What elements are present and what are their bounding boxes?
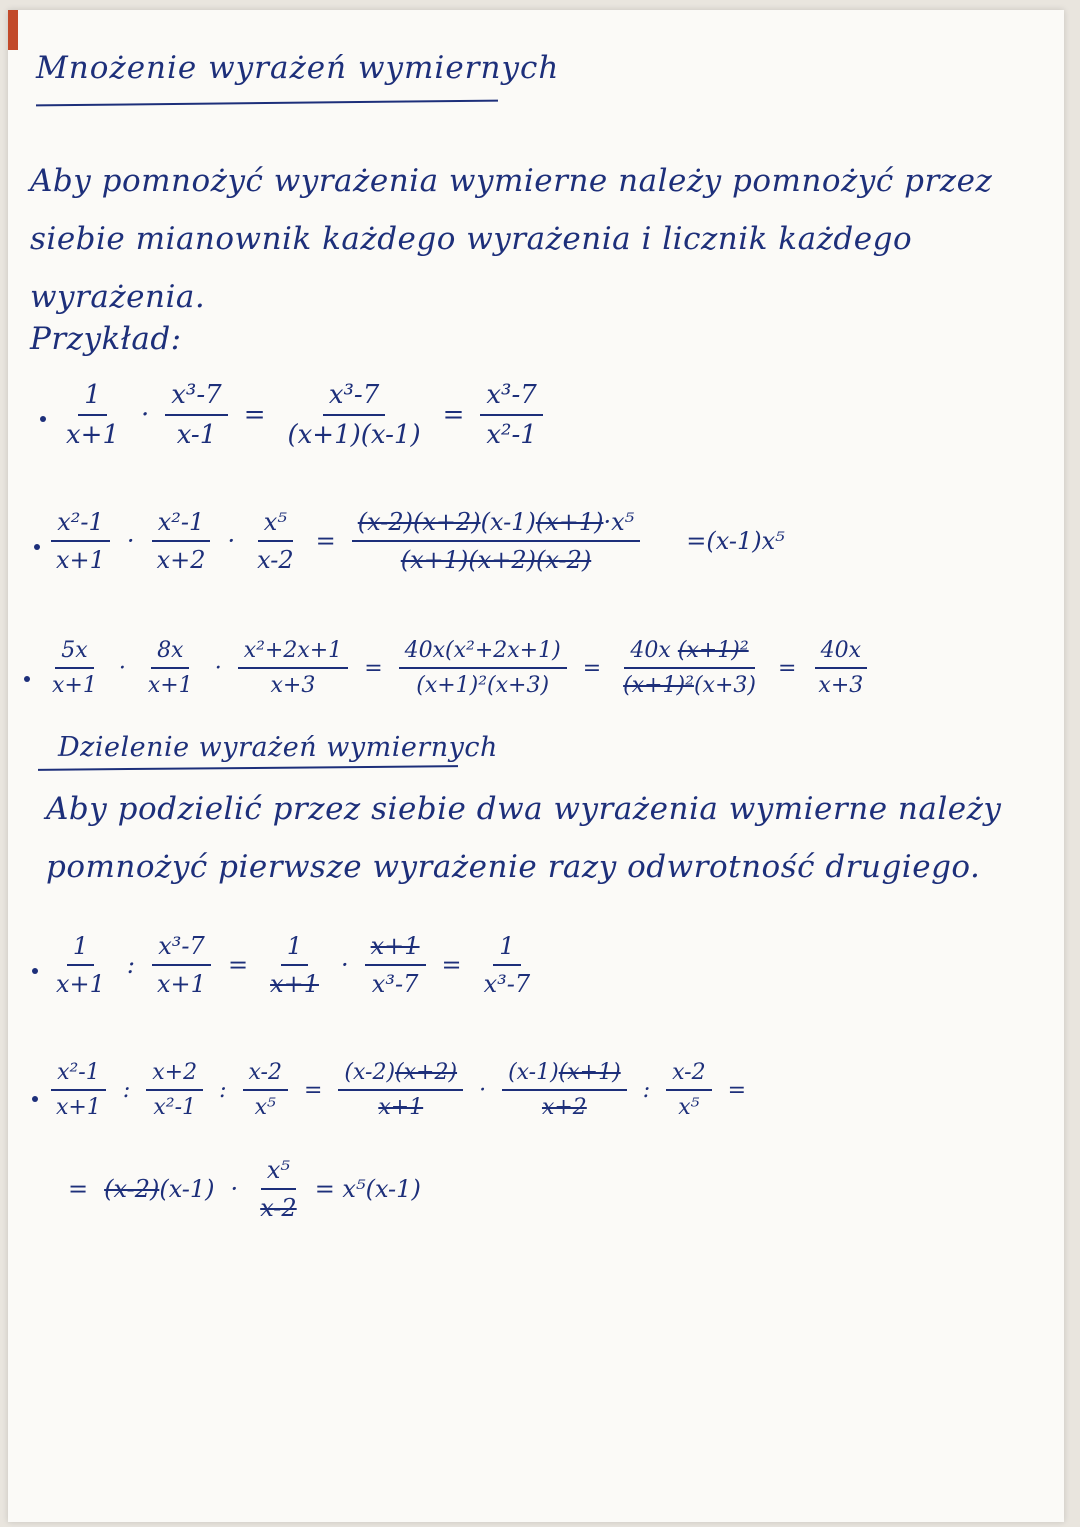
numerator: 5x — [55, 638, 93, 669]
denominator: x³-7 — [371, 970, 419, 998]
operator: : — [219, 1077, 227, 1103]
operator: · — [340, 951, 349, 979]
operator: : — [122, 1077, 131, 1103]
fraction — [50, 508, 111, 574]
fraction — [666, 1060, 711, 1120]
expression — [104, 1175, 214, 1203]
bullet — [32, 968, 38, 974]
equals-sign: = — [777, 655, 797, 681]
cancelled-numerator: x+1 — [365, 932, 426, 966]
operator: : — [126, 951, 136, 979]
fraction — [251, 508, 300, 574]
operator: · — [214, 655, 222, 681]
numerator: 40x — [815, 638, 867, 669]
multiplication-example-1 — [54, 380, 549, 450]
fraction — [60, 380, 125, 450]
denominator: x+3 — [818, 673, 864, 698]
numerator: 1 — [281, 932, 308, 966]
numerator: x²-1 — [51, 1060, 106, 1091]
denominator: x+1 — [56, 970, 105, 998]
numerator: x³-7 — [152, 932, 211, 966]
numerator: 1 — [67, 932, 94, 966]
operator: · — [479, 1077, 487, 1103]
numerator: 40x(x²+2x+1) — [399, 638, 567, 669]
equals-sign: = — [227, 951, 249, 979]
numerator — [352, 508, 641, 542]
cancelled-denominator: (x+1)(x+2)(x-2) — [400, 546, 592, 574]
denominator: x-2 — [257, 546, 294, 574]
fraction — [165, 380, 227, 450]
denominator: x³-7 — [483, 970, 531, 998]
numerator: 1 — [493, 932, 520, 966]
cancelled-factor: (x-2)(x+2) — [357, 508, 481, 536]
denominator: x⁵ — [254, 1095, 276, 1120]
fraction — [151, 508, 212, 574]
fraction — [478, 932, 537, 998]
example-label: Przykład: — [30, 321, 182, 357]
fraction — [365, 932, 426, 998]
page-corner-mark — [8, 10, 18, 50]
cancelled-factor: (x+1)² — [623, 673, 694, 698]
bullet — [32, 1096, 38, 1102]
result-expression: =(x-1)x⁵ — [686, 527, 785, 555]
operator: · — [227, 527, 236, 555]
subtitle-underline — [38, 765, 458, 771]
numerator: x²+2x+1 — [238, 638, 349, 669]
denominator: x+1 — [52, 673, 97, 698]
denominator: x+1 — [157, 970, 206, 998]
operator: · — [126, 527, 135, 555]
result-expression: = x⁵(x-1) — [314, 1175, 421, 1203]
fraction — [151, 932, 212, 998]
numerator — [502, 1060, 627, 1091]
multiplication-example-2 — [44, 508, 791, 574]
denominator: x+3 — [270, 673, 316, 698]
fraction — [46, 638, 103, 698]
cancelled-denominator: x+2 — [541, 1095, 587, 1120]
numerator: x³-7 — [165, 380, 227, 416]
operator: · — [141, 400, 150, 430]
paragraph-multiplication-rule: Aby pomnożyć wyrażenia wymierne należy pomnożyć przez siebie mianownik każdego wyrażenia i licznik każdego wyrażenia. — [30, 163, 993, 315]
fraction — [502, 1060, 627, 1120]
division-example-2 — [44, 1060, 756, 1120]
fraction — [480, 380, 542, 450]
numerator — [624, 638, 754, 669]
numerator: x²-1 — [152, 508, 211, 542]
numerator: x-2 — [243, 1060, 288, 1091]
factor: 40x — [630, 638, 671, 663]
numerator: x⁵ — [261, 1156, 296, 1190]
denominator: x⁵ — [678, 1095, 700, 1120]
denominator: (x+1)(x-1) — [287, 420, 421, 450]
cancelled-denominator: x-2 — [260, 1194, 297, 1222]
factor: (x-1) — [508, 1060, 559, 1085]
equals-sign: = — [243, 400, 266, 430]
fraction — [146, 1060, 203, 1120]
equals-sign: = — [441, 951, 462, 979]
factor: (x-1) — [480, 508, 536, 536]
factor: (x+3) — [693, 673, 756, 698]
operator: : — [642, 1077, 651, 1103]
factor: (x-2) — [344, 1060, 396, 1085]
cancelled-factor: (x+1)² — [677, 638, 749, 663]
fraction — [812, 638, 869, 698]
equals-sign: = — [364, 655, 383, 681]
equals-sign: = — [442, 400, 465, 430]
equals-sign: = — [315, 527, 336, 555]
numerator: 8x — [151, 638, 189, 669]
denominator — [617, 669, 762, 698]
numerator: x³-7 — [480, 380, 542, 416]
bullet — [34, 544, 40, 550]
fraction — [142, 638, 199, 698]
numerator: x-2 — [666, 1060, 711, 1091]
bullet — [40, 416, 46, 422]
fraction — [264, 932, 325, 998]
denominator: x+1 — [66, 420, 119, 450]
equals-sign: = — [727, 1077, 747, 1103]
fraction — [281, 380, 426, 450]
title-underline — [36, 100, 498, 107]
equals-sign: = — [303, 1077, 323, 1103]
cancelled-denominator: x+1 — [270, 970, 319, 998]
factor: ·x⁵ — [603, 508, 635, 536]
fraction — [243, 1060, 288, 1120]
denominator: (x+1)²(x+3) — [416, 673, 550, 698]
fraction — [352, 508, 641, 574]
numerator: x⁵ — [258, 508, 293, 542]
cancelled-factor: (x+2) — [395, 1060, 458, 1085]
cancelled-factor: (x+1) — [535, 508, 604, 536]
factor: (x-1) — [159, 1175, 215, 1203]
equals-sign: = — [68, 1175, 89, 1203]
paragraph-division-rule: Aby podzielić przez siebie dwa wyrażenia wymierne należy pomnożyć pierwsze wyrażenie razy odwrotność drugiego. — [46, 791, 1002, 885]
page-title: Mnożenie wyrażeń wymiernych — [36, 50, 560, 86]
section-heading-division: Dzielenie wyrażeń wymiernych — [58, 732, 498, 763]
numerator — [338, 1060, 463, 1091]
multiplication-example-3 — [40, 638, 875, 698]
cancelled-denominator: x+1 — [378, 1095, 424, 1120]
denominator: x+2 — [156, 546, 206, 574]
operator: · — [118, 655, 126, 681]
numerator: x³-7 — [323, 380, 385, 416]
fraction — [338, 1060, 463, 1120]
denominator: x²-1 — [153, 1095, 197, 1120]
fraction — [238, 638, 349, 698]
division-example-2-continuation — [58, 1156, 427, 1222]
numerator: 1 — [78, 380, 107, 416]
fraction — [50, 1060, 107, 1120]
operator: · — [230, 1175, 239, 1203]
denominator: x+1 — [56, 1095, 101, 1120]
numerator: x²-1 — [51, 508, 110, 542]
denominator: x²-1 — [486, 420, 537, 450]
fraction — [399, 638, 567, 698]
cancelled-factor: (x-2) — [104, 1175, 160, 1203]
equals-sign: = — [582, 655, 602, 681]
fraction — [254, 1156, 303, 1222]
denominator: x+1 — [56, 546, 105, 574]
denominator: x-1 — [176, 420, 217, 450]
fraction — [617, 638, 762, 698]
bullet — [24, 676, 30, 682]
notebook-page — [8, 10, 1064, 1522]
division-example-1 — [44, 932, 542, 998]
cancelled-factor: (x+1) — [558, 1060, 621, 1085]
fraction — [50, 932, 111, 998]
numerator: x+2 — [146, 1060, 203, 1091]
denominator: x+1 — [147, 673, 193, 698]
